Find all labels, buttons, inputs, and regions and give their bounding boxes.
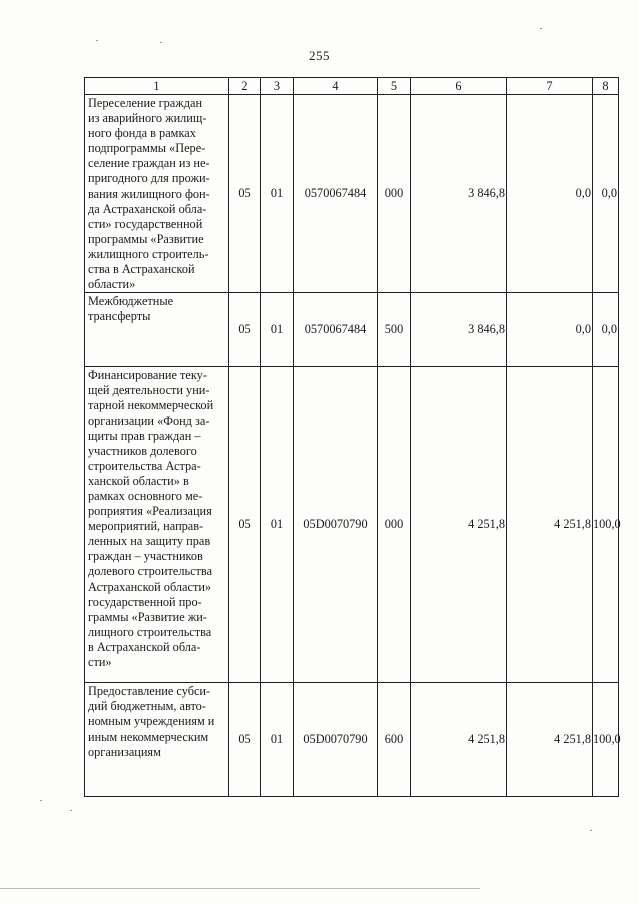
scan-speck: [70, 810, 72, 811]
column-header-1: 1: [85, 78, 229, 95]
planned-amount-cell: 3 846,8: [411, 293, 507, 367]
row-name-cell: [85, 683, 229, 797]
section-code-cell: 05: [229, 367, 261, 683]
column-header-5: 5: [378, 78, 411, 95]
row-name-line: ного фонда в рамках: [88, 126, 196, 141]
column-header-6: 6: [411, 78, 507, 95]
scan-speck: [590, 830, 592, 831]
row-name-line: граммы «Развитие жи-: [88, 609, 207, 624]
column-header-2: 2: [229, 78, 261, 95]
executed-amount-cell: 0,0: [507, 95, 593, 293]
target-article-cell: 05D0070790: [294, 683, 378, 797]
planned-amount-cell: 3 846,8: [411, 95, 507, 293]
row-name-line: щей деятельности уни-: [88, 383, 210, 398]
row-name-line: долевого строительства: [88, 564, 213, 579]
row-name-line: подпрограммы «Пере-: [88, 141, 206, 156]
row-name-line: ства в Астраханской: [88, 262, 195, 277]
row-name-cell: [85, 95, 229, 293]
table-row: [85, 367, 619, 683]
page-bottom-rule: [0, 888, 480, 889]
row-name-line: ханской области» в: [88, 473, 189, 488]
target-article-cell: 0570067484: [294, 95, 378, 293]
expense-type-cell: 500: [378, 293, 411, 367]
row-name-line: роприятия «Реализация: [88, 504, 212, 519]
execution-percent-cell: 100,0: [593, 367, 619, 683]
row-name-line: из аварийного жилищ-: [88, 111, 207, 126]
executed-amount-cell: 4 251,8: [507, 367, 593, 683]
row-name-line: рамках основного ме-: [88, 488, 203, 503]
row-name-line: пригодного для прожи-: [88, 171, 210, 186]
executed-amount-cell: 4 251,8: [507, 683, 593, 797]
row-name-line: ленных на защиту прав: [88, 534, 211, 549]
execution-percent-cell: 0,0: [593, 293, 619, 367]
planned-amount-cell: 4 251,8: [411, 367, 507, 683]
row-name-line: да Астраханской обла-: [88, 201, 207, 216]
row-name-line: иным некоммерческим: [88, 729, 209, 744]
executed-amount-cell: 0,0: [507, 293, 593, 367]
scan-speck: [40, 800, 42, 801]
subsection-code-cell: 01: [261, 95, 294, 293]
subsection-code-cell: 01: [261, 293, 294, 367]
row-name-line: государственной про-: [88, 594, 202, 609]
row-name-line: трансферты: [88, 309, 151, 324]
row-name-line: селение граждан из не-: [88, 156, 210, 171]
table-header-row: [85, 78, 619, 95]
row-name-cell: [85, 367, 229, 683]
scan-speck: [96, 40, 98, 41]
row-name-line: дий бюджетным, авто-: [88, 699, 206, 714]
planned-amount-cell: 4 251,8: [411, 683, 507, 797]
row-name-line: строительства Астра-: [88, 458, 201, 473]
scan-speck: [160, 42, 162, 43]
row-name-line: организациям: [88, 744, 161, 759]
section-code-cell: 05: [229, 95, 261, 293]
target-article-cell: 05D0070790: [294, 367, 378, 683]
row-name-line: тарной некоммерческой: [88, 398, 214, 413]
expense-type-cell: 000: [378, 367, 411, 683]
column-header-7: 7: [507, 78, 593, 95]
row-name-line: сти» государственной: [88, 216, 203, 231]
column-header-3: 3: [261, 78, 294, 95]
column-header-4: 4: [294, 78, 378, 95]
target-article-cell: 0570067484: [294, 293, 378, 367]
row-name-line: Межбюджетные: [88, 294, 174, 309]
row-name-line: щиты прав граждан –: [88, 428, 201, 443]
row-name-line: жилищного строитель-: [88, 246, 209, 261]
subsection-code-cell: 01: [261, 367, 294, 683]
page-number: 255: [309, 48, 330, 63]
section-code-cell: 05: [229, 683, 261, 797]
row-name-cell: [85, 293, 229, 367]
execution-percent-cell: 0,0: [593, 95, 619, 293]
column-header-8: 8: [593, 78, 619, 95]
scan-speck: [540, 28, 542, 29]
subsection-code-cell: 01: [261, 683, 294, 797]
row-name-line: вания жилищного фон-: [88, 186, 210, 201]
table-row: [85, 95, 619, 293]
row-name-line: в Астраханской обла-: [88, 639, 201, 654]
row-name-line: номным учреждениям и: [88, 714, 215, 729]
row-name-line: мероприятий, направ-: [88, 519, 204, 534]
row-name-line: Предоставление субси-: [88, 684, 211, 699]
budget-table: [84, 77, 619, 797]
section-code-cell: 05: [229, 293, 261, 367]
table-row: [85, 683, 619, 797]
row-name-line: граждан – участников: [88, 549, 203, 564]
row-name-line: Астраханской области»: [88, 579, 212, 594]
row-name-line: участников долевого: [88, 443, 197, 458]
row-name-line: организации «Фонд за-: [88, 413, 210, 428]
row-name-line: области»: [88, 277, 136, 292]
row-name-line: лищного строительства: [88, 624, 212, 639]
row-name-line: сти»: [88, 655, 112, 669]
table-row: [85, 293, 619, 367]
row-name-line: Финансирование теку-: [88, 368, 207, 383]
expense-type-cell: 600: [378, 683, 411, 797]
row-name-line: программы «Развитие: [88, 231, 204, 246]
execution-percent-cell: 100,0: [593, 683, 619, 797]
row-name-line: Переселение граждан: [88, 96, 203, 110]
expense-type-cell: 000: [378, 95, 411, 293]
